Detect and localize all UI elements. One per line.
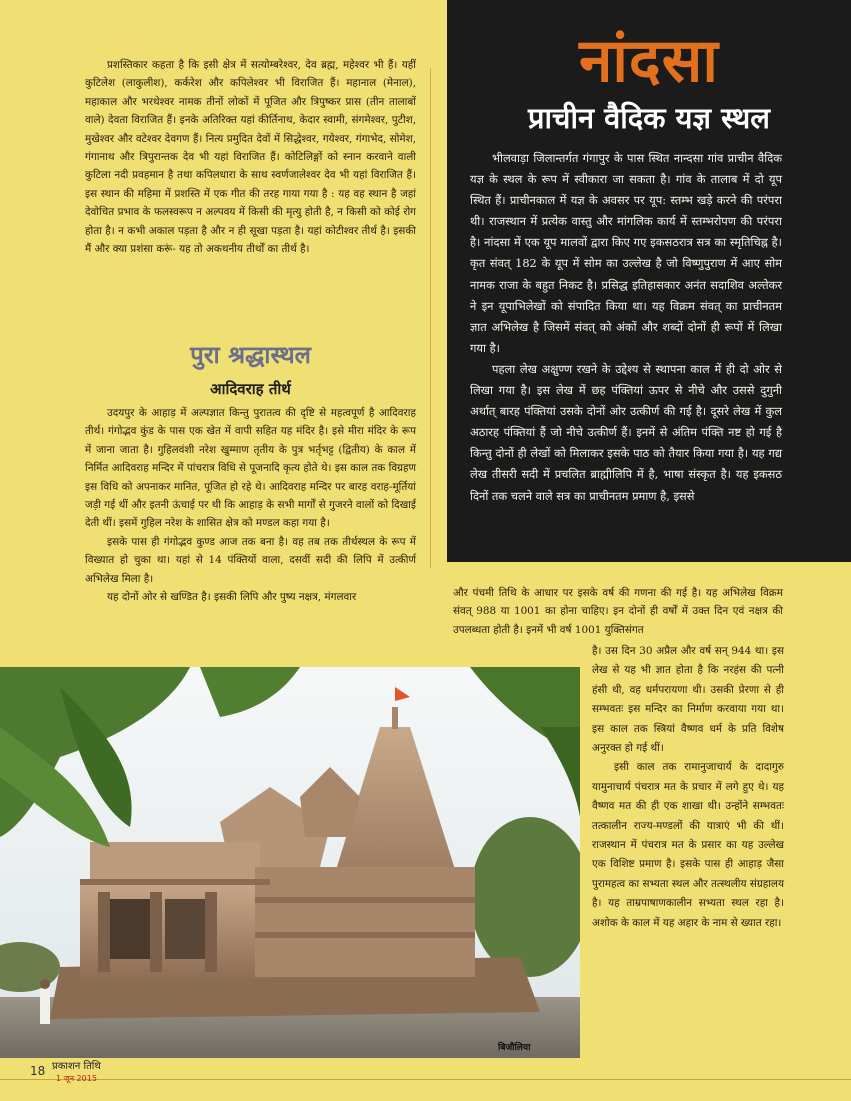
body-paragraph: यह दोनों ओर से खण्डित है। इसकी लिपि और पुष्य नक्षत्र, मंगलवार <box>107 591 357 604</box>
section-title: पुरा श्रद्धास्थल <box>190 341 311 369</box>
right-paragraph: है। उस दिन 30 अप्रैल और वर्ष सन् 944 था। इस लेख से यह भी ज्ञात होता है कि नरहंस की पत्नी हंसी थी, वह धर्मपरायणा थी। उसकी प्रेरणा से ही सम्भवतः इस मन्दिर का निर्माण करवाया गया था। इस काल तक स्त्रियां वैष्णव धर्म के प्रति विशेष अनुरक्त हो गई थीं। <box>592 645 784 755</box>
right-text-block <box>592 642 784 933</box>
column-divider <box>430 68 431 568</box>
photo-caption: बिजौलिया <box>498 1043 531 1053</box>
temple-illustration <box>0 667 580 1058</box>
middle-paragraph: और पंचमी तिथि के आधार पर इसके वर्ष की गणना की गई है। यह अभिलेख विक्रम संवत् 988 या 1001 का होना चाहिए। इन दोनों ही वर्षों में उक्त दिन एवं नक्षत्र की उपलब्धता होती है। इनमें भी वर्ष 1001 युक्तिसंगत <box>453 587 783 636</box>
article-subtitle: प्राचीन वैदिक यज्ञ स्थल <box>528 101 770 135</box>
hero-paragraph: भीलवाड़ा जिलान्तर्गत गंगापुर के पास स्थित नान्दसा गांव प्राचीन वैदिक यज्ञ के स्थल के रूप में स्वीकारा जा सकता है। गांव के तालाब में दो यूप स्थित हैं। प्राचीनकाल में यज्ञ के अवसर पर यूप: स्तम्भ खड़े करने की परंपरा थी। राजस्थान में प्रत्येक वास्तु और मांगलिक कार्य में स्तम्भरोपण की परंपरा है। नांदसा में एक यूप मालवों द्वारा किए गए इकसठरात्र सत्र का स्मृतिचिह्न है। कृत संवत् 182 के यूप में सोम का उल्लेख है जो विष्णुपुराण में आए सोम नामक राजा के बहुत निकट है। प्रसिद्ध इतिहासकार अनंत सदाशिव अल्तेकर ने इन यूपाभिलेखों को संपादित किया था। यह विक्रम संवत् का प्राचीनतम ज्ञात अभिलेख है जिसमें संवत् को अंकों और शब्दों दोनों ही रूपों में लिखा गया है। <box>470 151 782 355</box>
issue-date: 1 जून 2015 <box>56 1074 97 1083</box>
page-number: 18 <box>30 1064 46 1078</box>
footer-rule <box>0 1079 851 1080</box>
left-column-body <box>85 404 416 606</box>
right-paragraph: इसी काल तक रामानुजाचार्य के दादागुरु यामुनाचार्य पंचरात्र मत के प्रचार में लगे हुए थे। यह वैष्णव मत की ही एक शाखा थी। उन्होंने सम्भवतः तत्कालीन राज्य-मण्डलों की यात्राएं भी की थीं। राजस्थान में पंचरात्र मत के प्रसार का यह उल्लेख एक विशिष्ट प्रमाण है। इसके पास ही आहाड़ जैसा पुरामहत्व का सभ्यता स्थल और तत्स्थलीय संग्रहालय है। यह ताम्रपाषाणकालीन सभ्यता स्थल रहा है। अशोक के काल में यह अहार के नाम से ख्यात रहा। <box>592 761 784 929</box>
middle-text-block <box>453 584 783 639</box>
magazine-name: प्रकाशन तिथि <box>52 1061 101 1072</box>
article-title: नांदसा <box>579 26 719 96</box>
body-paragraph: इसके पास ही गंगोद्भव कुण्ड आज तक बना है। वह तब तक तीर्थस्थल के रूप में विख्यात हो चुका था। यहां से 14 पंक्तियों वाला, दसवीं सदी की लिपि में उत्कीर्ण अभिलेख मिला है। <box>85 535 416 585</box>
intro-paragraph: प्रशस्तिकार कहता है कि इसी क्षेत्र में सत्योम्बरेश्वर, देव ब्रह्म, महेश्वर भी हैं। यहीं कुटिलेश (लाकुलीश), कर्करेश और कपिलेश्वर भी विराजित हैं। महानाल (मेनाल), महाकाल और भरथेश्वर नामक तीनों लोकों में पूजित और त्रिपुष्कर प्रास (तीन तालाबों वाले) देवता विराजित हैं। इनके अतिरिक्त यहां कीर्तिनाथ, केदार स्वामी, संगमेश्वर, पुटीश, मुखेश्वर और वटेश्वर देवगण हैं। नित्य प्रमुदित देवों में सिद्धेश्वर, गयेश्वर, गंगाभेद, सोमेश, गंगानाथ और त्रिपुरान्तक देव भी यहां विराजित हैं। कोटिलिङ्गों को स्नान करवाने वाली कुटिला नदी प्रवहमान है तथा कपिलधारा के साथ स्वर्णजालेश्वर देव भी यहां विराजित हैं। इस स्थान की महिमा में प्रशस्ति में एक गीत की तरह गाया गया है : यह वह स्थान है जहां देवोचित प्रभाव के फलस्वरूप न अल्पवय में किसी की मृत्यु होती है, न किसी को कोई रोग होता है। न कभी अकाल पड़ता है और न ही सूखा पड़ता है। यहां कोटीश्वर तीर्थ है। इसकी मैं और क्या प्रशंसा करूं- यह तो अकथनीय तीर्थों का तीर्थ है। <box>85 59 416 256</box>
hero-paragraph: पहला लेख अक्षुण्ण रखने के उद्देश्य से स्थापना काल में ही दो ओर से लिखा गया है। इस लेख में छह पंक्तियां ऊपर से नीचे और उससे दुगुनी अर्थात् बारह पंक्तियां उसके दोनों ओर उत्कीर्ण की गई है। दूसरे लेख में कुल अठारह पंक्तियां हैं जो नीचे उत्कीर्ण हैं। इनमें से अंतिम पंक्ति नष्ट हो गई है किन्तु दोनों ही लेखों को मिलाकर इसके पाठ को तैयार किया गया है। यह गद्य लेख तीसरी सदी में प्रचलित ब्राह्मीलिपि में है, भाषा संस्कृत है। यह इकसठ दिनों तक चलने वाले सत्र का प्राचीनतम प्रमाण है, इससे <box>470 361 782 503</box>
body-paragraph: उदयपुर के आहाड़ में अल्पज्ञात किन्तु पुरातत्व की दृष्टि से महत्वपूर्ण है आदिवराह तीर्थ। गंगोद्भव कुंड के पास एक खेत में वापी सहित यह मंदिर है। इसे मीरा मंदिर के रूप में जाना जाता है। गुहिलवंशी नरेश खुम्माण तृतीय के पुत्र भर्तृभट्ट (द्वितीय) के काल में निर्मित आदिवराह मन्दिर में पांचरात्र विधि से पूजनादि कृत्य होते थे। इस काल तक विग्रहण इस विधि को अपनाकर मानित, पूजित हो रहे थे। आदिवराह मन्दिर पर बारह वराह-मूर्तियां जड़ी गई थीं और इतनी ऊंचाई पर थी कि आहाड़ के सभी मार्गों से गुजरने वालों को दिखाई देती थीं। इसमें गुहिल नरेश के शासित क्षेत्र को मण्डल कहा गया है। <box>85 407 416 530</box>
hero-text-block <box>470 148 782 507</box>
temple-photo <box>0 667 580 1058</box>
left-column-intro <box>85 56 416 258</box>
section-subtitle: आदिवराह तीर्थ <box>210 380 291 398</box>
